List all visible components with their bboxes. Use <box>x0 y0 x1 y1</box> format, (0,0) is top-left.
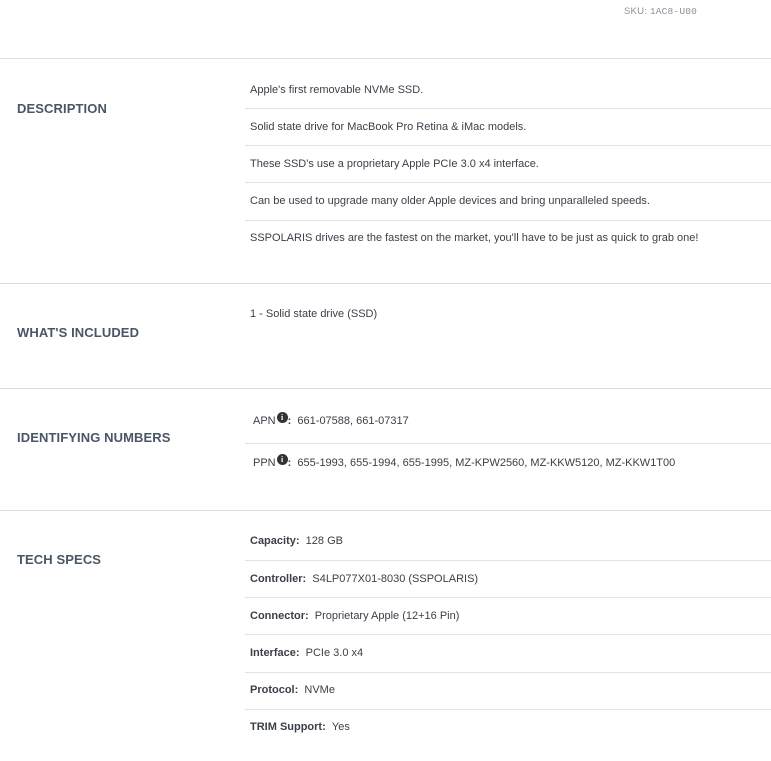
row-divider <box>245 443 771 444</box>
ppn-label: PPN <box>253 457 276 469</box>
sku <box>624 6 697 17</box>
row-divider <box>245 108 771 109</box>
row-divider <box>245 560 771 561</box>
section-title-identifying: IDENTIFYING NUMBERS <box>17 430 171 445</box>
row-divider <box>245 597 771 598</box>
section-divider <box>0 510 771 511</box>
row-divider <box>245 672 771 673</box>
row-divider <box>245 182 771 183</box>
sku-label: SKU: <box>624 6 647 17</box>
section-divider <box>0 283 771 284</box>
row-divider <box>245 634 771 635</box>
apn-value: 661-07588, 661-07317 <box>297 415 409 427</box>
row-divider <box>245 145 771 146</box>
section-title-included: WHAT'S INCLUDED <box>17 325 140 340</box>
ppn-value: 655-1993, 655-1994, 655-1995, MZ-KPW2560, MZ-KKW5120, MZ-KKW1T00 <box>297 457 676 469</box>
row-divider <box>245 220 771 221</box>
section-title-specs: TECH SPECS <box>17 552 102 567</box>
apn-label: APN <box>253 415 276 427</box>
section-title-description: DESCRIPTION <box>17 101 107 116</box>
row-divider <box>245 709 771 710</box>
section-divider <box>0 58 771 59</box>
info-icon[interactable]: i <box>277 412 288 423</box>
info-icon[interactable]: i <box>277 454 288 465</box>
sku-value: 1AC8-U00 <box>649 6 698 17</box>
section-divider <box>0 388 771 389</box>
